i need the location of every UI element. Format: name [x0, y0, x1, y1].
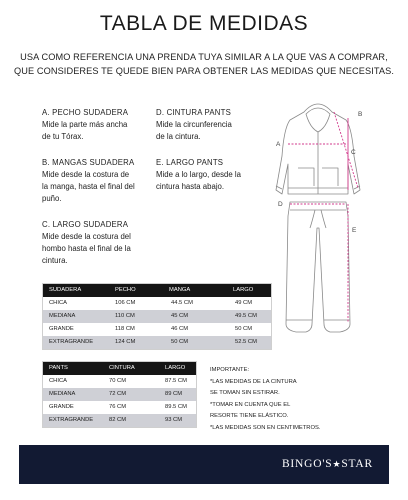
measure-a-pecho	[42, 107, 128, 143]
cell: 45 CM	[171, 313, 189, 319]
table-header	[43, 284, 271, 297]
cell: GRANDE	[49, 326, 74, 332]
header-cell: LARGO	[233, 287, 254, 293]
cell: 49 CM	[235, 300, 253, 306]
cell: MEDIANA	[49, 391, 76, 397]
tracksuit-illustration	[268, 98, 368, 352]
measure-d-line: de la cintura.	[156, 132, 201, 141]
measure-b-mangas	[42, 157, 135, 205]
label-e: E	[352, 227, 357, 234]
pants-outline	[286, 202, 350, 332]
note-line: *LAS MEDIDAS SON EN CENTIMETROS.	[210, 424, 321, 431]
note-line: RESORTE TIENE ELÁSTICO.	[210, 413, 289, 419]
cell: 50 CM	[171, 339, 189, 345]
brand-footer-bar	[19, 445, 389, 484]
header-cell: PECHO	[115, 287, 136, 293]
measure-b-line: Mide desde la costura de	[42, 170, 130, 179]
measure-a-title: A. PECHO SUDADERA	[42, 108, 129, 117]
hood-outline	[306, 108, 330, 132]
cell: 50 CM	[235, 326, 253, 332]
table-row	[43, 375, 196, 388]
measure-b-line: la manga, hasta el final del	[42, 182, 135, 191]
measure-e-largo-pants	[156, 157, 241, 193]
measure-c-title: C. LARGO SUDADERA	[42, 220, 129, 229]
cell: 87.5 CM	[165, 378, 187, 384]
table-row	[43, 323, 271, 336]
cell: CHICA	[49, 378, 68, 384]
table-row	[43, 336, 271, 349]
header-cell: SUDADERA	[49, 287, 82, 293]
measure-b-line: puño.	[42, 194, 62, 203]
header-cell: MANGA	[169, 287, 191, 293]
pants-size-table	[42, 361, 197, 428]
cell: 44.5 CM	[171, 300, 193, 306]
header-cell: CINTURA	[109, 365, 135, 371]
cell: 124 CM	[115, 339, 136, 345]
label-a: A	[276, 141, 281, 148]
cell: CHICA	[49, 300, 68, 306]
table-row	[43, 310, 271, 323]
cell: EXTRAGRANDE	[49, 417, 94, 423]
sudadera-size-table	[42, 283, 272, 350]
cell: 72 CM	[109, 391, 127, 397]
cell: 52.5 CM	[235, 339, 257, 345]
measure-e-line: cintura hasta abajo.	[156, 182, 225, 191]
cell: 89 CM	[165, 391, 183, 397]
note-line: *LAS MEDIDAS DE LA CINTURA	[210, 378, 297, 385]
intro-text	[14, 50, 394, 78]
label-d: D	[278, 201, 283, 208]
measure-c-line: Mide desde la costura del	[42, 232, 131, 241]
brand-name-right: STAR	[341, 458, 373, 470]
intro-line-1: USA COMO REFERENCIA UNA PRENDA TUYA SIMILAR A LA QUE VAS A COMPRAR,	[20, 52, 388, 62]
cell: 76 CM	[109, 404, 127, 410]
sleeve-cuff-left	[276, 186, 282, 189]
important-notes	[210, 365, 370, 434]
measure-d-title: D. CINTURA PANTS	[156, 108, 231, 117]
cell: 110 CM	[115, 313, 135, 319]
table-header	[43, 362, 196, 375]
table-row	[43, 414, 196, 427]
cell: 49.5 CM	[235, 313, 257, 319]
intro-line-2: QUE CONSIDERES TE QUEDE BIEN PARA OBTENER LAS MEDIDAS QUE NECESITAS.	[14, 66, 394, 76]
measure-d-line: Mide la circunferencia	[156, 120, 232, 129]
cell: MEDIANA	[49, 313, 76, 319]
cell: 118 CM	[115, 326, 135, 332]
measure-b-title: B. MANGAS SUDADERA	[42, 158, 135, 167]
cell: GRANDE	[49, 404, 74, 410]
label-b: B	[358, 111, 363, 118]
cell: 89.5 CM	[165, 404, 187, 410]
notes-title: IMPORTANTE:	[210, 367, 250, 373]
measure-e-title: E. LARGO PANTS	[156, 158, 224, 167]
note-line: *TOMAR EN CUENTA QUE EL	[210, 401, 291, 408]
header-cell: PANTS	[49, 365, 68, 371]
cell: 93 CM	[165, 417, 183, 423]
measure-c-largo	[42, 219, 131, 267]
measure-c-line: hombo hasta el final de la	[42, 244, 131, 253]
header-cell: LARGO	[165, 365, 186, 371]
measure-a-line: Mide la parte más ancha	[42, 120, 128, 129]
cell: 70 CM	[109, 378, 127, 384]
measure-e-line: Mide a lo largo, desde la	[156, 170, 241, 179]
sleeve-cuff-right	[354, 186, 360, 189]
table-row	[43, 401, 196, 414]
measure-c-line: cintura.	[42, 256, 68, 265]
cell: EXTRAGRANDE	[49, 339, 94, 345]
table-row	[43, 388, 196, 401]
label-c: C	[351, 149, 356, 156]
table-row	[43, 297, 271, 310]
brand-logo	[282, 445, 373, 484]
cell: 106 CM	[115, 300, 136, 306]
pants-drawstring	[310, 210, 326, 228]
measure-a-line: de tu Tórax.	[42, 132, 84, 141]
cell: 82 CM	[109, 417, 127, 423]
brand-name-left: BINGO'S	[281, 458, 333, 470]
page-title: TABLA DE MEDIDAS	[99, 12, 309, 35]
star-icon: ★	[332, 459, 342, 469]
cell: 46 CM	[171, 326, 189, 332]
note-line: SE TOMAN SIN ESTIRAR.	[210, 390, 280, 396]
measure-d-cintura	[156, 107, 232, 143]
